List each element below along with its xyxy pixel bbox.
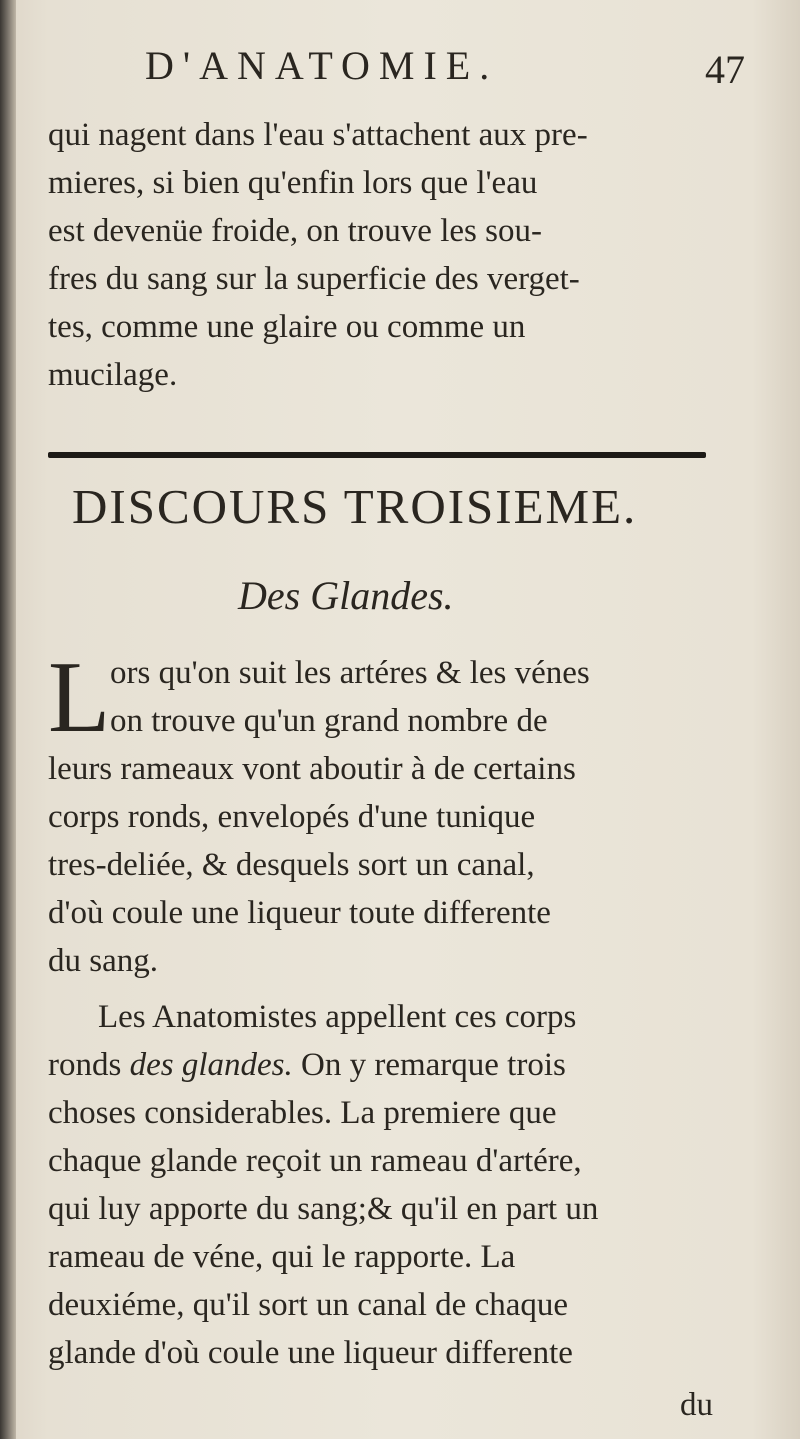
- text-line: tes, comme une glaire ou comme un: [48, 309, 526, 345]
- drop-cap: L: [48, 641, 111, 754]
- page-number: 47: [705, 47, 745, 92]
- text-line: mieres, si bien qu'enfin lors que l'eau: [48, 165, 538, 201]
- text-line: leurs rameaux vont aboutir à de certains: [48, 751, 576, 787]
- text-line: tres-deliée, & desquels sort un canal,: [48, 847, 535, 883]
- text-line: deuxiéme, qu'il sort un canal de chaque: [48, 1287, 569, 1323]
- page-header: [145, 42, 745, 102]
- catchword: du: [680, 1387, 713, 1423]
- text-line: du sang.: [48, 943, 158, 979]
- text-line: chaque glande reçoit un rameau d'artére,: [48, 1143, 582, 1179]
- book-spine: [0, 0, 16, 1439]
- text-line: qui luy apporte du sang;& qu'il en part un: [48, 1191, 599, 1227]
- text-line: choses considerables. La premiere que: [48, 1095, 557, 1131]
- text-line-with-italic: [48, 1042, 748, 1088]
- text-line: est devenüe froide, on trouve les sou-: [48, 213, 542, 249]
- text-line: ors qu'on suit les artéres & les vénes: [110, 655, 590, 691]
- text-line: corps ronds, envelopés d'une tunique: [48, 799, 536, 835]
- text-line: d'où coule une liqueur toute differente: [48, 895, 551, 931]
- section-title: Des Glandes.: [238, 573, 454, 618]
- text-line: Les Anatomistes appellent ces corps: [98, 999, 577, 1035]
- running-title: D'ANATOMIE.: [145, 43, 499, 88]
- section-divider: [48, 452, 706, 458]
- text-line: mucilage.: [48, 357, 178, 393]
- text-line: fres du sang sur la superficie des verget-: [48, 261, 580, 297]
- text-line: on trouve qu'un grand nombre de: [110, 703, 548, 739]
- chapter-heading: DISCOURS TROISIEME.: [72, 479, 638, 534]
- text-line: rameau de véne, qui le rapporte. La: [48, 1239, 516, 1275]
- italic-term: des glandes.: [129, 1047, 293, 1083]
- text-segment: On y remarque trois: [301, 1047, 566, 1083]
- text-line: glande d'où coule une liqueur differente: [48, 1335, 573, 1371]
- text-segment: ronds: [48, 1047, 122, 1083]
- text-line: qui nagent dans l'eau s'attachent aux pre-: [48, 117, 588, 153]
